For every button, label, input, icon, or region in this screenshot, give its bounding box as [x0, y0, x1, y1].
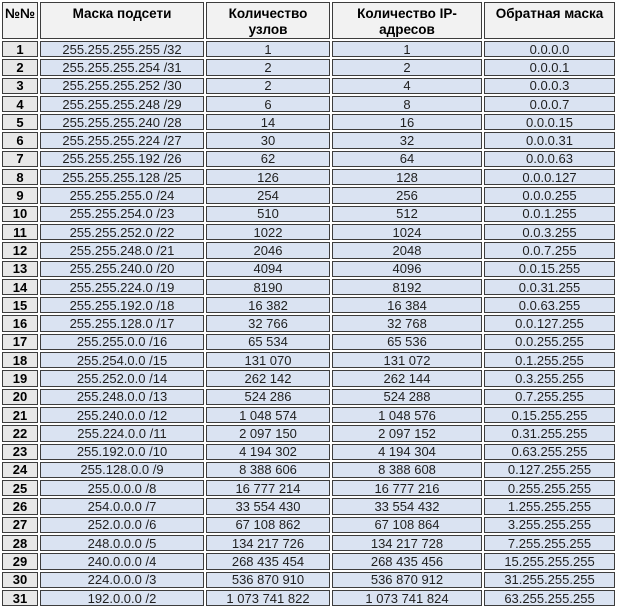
table-cell: 16 777 216: [332, 480, 482, 496]
table-cell: 255.255.252.0 /22: [40, 224, 204, 240]
table-cell: 0.0.0.3: [484, 78, 615, 94]
table-cell: 0.0.0.7: [484, 96, 615, 112]
table-cell: 1 048 574: [206, 407, 330, 423]
row-number-cell: 26: [2, 498, 38, 514]
table-cell: 255.255.255.248 /29: [40, 96, 204, 112]
row-number-cell: 23: [2, 444, 38, 460]
table-cell: 1022: [206, 224, 330, 240]
table-cell: 32 768: [332, 315, 482, 331]
table-cell: 255.240.0.0 /12: [40, 407, 204, 423]
row-number-cell: 20: [2, 389, 38, 405]
table-cell: 33 554 430: [206, 498, 330, 514]
table-row: [2, 132, 615, 148]
row-number-cell: 28: [2, 535, 38, 551]
table-cell: 16 384: [332, 297, 482, 313]
table-cell: 192.0.0.0 /2: [40, 590, 204, 606]
table-cell: 2 097 152: [332, 425, 482, 441]
table-row: [2, 334, 615, 350]
table-row: [2, 261, 615, 277]
table-cell: 0.15.255.255: [484, 407, 615, 423]
table-cell: 0.31.255.255: [484, 425, 615, 441]
table-cell: 8 388 606: [206, 462, 330, 478]
table-cell: 131 072: [332, 352, 482, 368]
table-row: [2, 444, 615, 460]
row-number-cell: 19: [2, 370, 38, 386]
table-cell: 2 097 150: [206, 425, 330, 441]
row-number-cell: 11: [2, 224, 38, 240]
row-number-cell: 10: [2, 206, 38, 222]
row-number-cell: 24: [2, 462, 38, 478]
table-cell: 2: [206, 59, 330, 75]
table-cell: 255.248.0.0 /13: [40, 389, 204, 405]
table-cell: 255.255.224.0 /19: [40, 279, 204, 295]
row-number-cell: 1: [2, 41, 38, 57]
row-number-cell: 30: [2, 572, 38, 588]
table-cell: 268 435 456: [332, 553, 482, 569]
table-cell: 15.255.255.255: [484, 553, 615, 569]
table-body: [2, 41, 615, 606]
table-cell: 134 217 728: [332, 535, 482, 551]
table-cell: 4 194 304: [332, 444, 482, 460]
table-cell: 16: [332, 114, 482, 130]
table-cell: 2048: [332, 242, 482, 258]
header-row: [2, 2, 615, 39]
table-cell: 255.252.0.0 /14: [40, 370, 204, 386]
table-cell: 255.255.255.240 /28: [40, 114, 204, 130]
row-number-cell: 9: [2, 187, 38, 203]
table-cell: 0.0.0.127: [484, 169, 615, 185]
table-cell: 262 142: [206, 370, 330, 386]
table-cell: 6: [206, 96, 330, 112]
table-row: [2, 242, 615, 258]
table-cell: 128: [332, 169, 482, 185]
table-cell: 67 108 862: [206, 517, 330, 533]
table-cell: 255.0.0.0 /8: [40, 480, 204, 496]
table-cell: 256: [332, 187, 482, 203]
table-cell: 1 073 741 822: [206, 590, 330, 606]
table-cell: 1 048 576: [332, 407, 482, 423]
table-row: [2, 389, 615, 405]
table-cell: 536 870 912: [332, 572, 482, 588]
table-row: [2, 114, 615, 130]
row-number-cell: 7: [2, 151, 38, 167]
table-row: [2, 78, 615, 94]
table-cell: 0.0.63.255: [484, 297, 615, 313]
table-cell: 62: [206, 151, 330, 167]
table-cell: 0.0.15.255: [484, 261, 615, 277]
table-cell: 0.0.31.255: [484, 279, 615, 295]
table-cell: 255.255.0.0 /16: [40, 334, 204, 350]
table-cell: 2046: [206, 242, 330, 258]
table-cell: 255.255.255.255 /32: [40, 41, 204, 57]
table-cell: 31.255.255.255: [484, 572, 615, 588]
table-row: [2, 407, 615, 423]
row-number-cell: 25: [2, 480, 38, 496]
table-row: [2, 96, 615, 112]
row-number-cell: 12: [2, 242, 38, 258]
table-row: [2, 462, 615, 478]
table-row: [2, 59, 615, 75]
row-number-cell: 5: [2, 114, 38, 130]
table-row: [2, 224, 615, 240]
table-cell: 255.255.255.252 /30: [40, 78, 204, 94]
table-row: [2, 553, 615, 569]
table-cell: 32 766: [206, 315, 330, 331]
table-cell: 30: [206, 132, 330, 148]
table-cell: 0.0.127.255: [484, 315, 615, 331]
table-cell: 255.255.255.128 /25: [40, 169, 204, 185]
column-header-4: Обратная маска: [484, 2, 615, 39]
table-cell: 0.0.0.255: [484, 187, 615, 203]
table-cell: 33 554 432: [332, 498, 482, 514]
table-cell: 255.255.254.0 /23: [40, 206, 204, 222]
table-cell: 4: [332, 78, 482, 94]
table-cell: 0.0.255.255: [484, 334, 615, 350]
table-cell: 254.0.0.0 /7: [40, 498, 204, 514]
table-cell: 0.0.7.255: [484, 242, 615, 258]
table-cell: 8: [332, 96, 482, 112]
table-cell: 126: [206, 169, 330, 185]
table-cell: 8190: [206, 279, 330, 295]
row-number-cell: 27: [2, 517, 38, 533]
column-header-0: №№: [2, 2, 38, 39]
table-cell: 4 194 302: [206, 444, 330, 460]
table-row: [2, 315, 615, 331]
table-row: [2, 517, 615, 533]
table-row: [2, 206, 615, 222]
table-cell: 1: [206, 41, 330, 57]
row-number-cell: 14: [2, 279, 38, 295]
table-row: [2, 41, 615, 57]
table-cell: 524 288: [332, 389, 482, 405]
table-row: [2, 279, 615, 295]
table-cell: 536 870 910: [206, 572, 330, 588]
table-cell: 8 388 608: [332, 462, 482, 478]
table-row: [2, 590, 615, 606]
table-cell: 4094: [206, 261, 330, 277]
table-cell: 512: [332, 206, 482, 222]
row-number-cell: 18: [2, 352, 38, 368]
table-cell: 65 534: [206, 334, 330, 350]
table-row: [2, 151, 615, 167]
table-cell: 0.3.255.255: [484, 370, 615, 386]
table-row: [2, 498, 615, 514]
table-cell: 255.192.0.0 /10: [40, 444, 204, 460]
table-cell: 240.0.0.0 /4: [40, 553, 204, 569]
column-header-1: Маска подсети: [40, 2, 204, 39]
table-cell: 255.254.0.0 /15: [40, 352, 204, 368]
table-cell: 255.255.240.0 /20: [40, 261, 204, 277]
row-number-cell: 2: [2, 59, 38, 75]
table-cell: 255.255.255.192 /26: [40, 151, 204, 167]
table-cell: 2: [332, 59, 482, 75]
table-row: [2, 169, 615, 185]
table-cell: 0.0.0.31: [484, 132, 615, 148]
column-header-3: Количество IP- адресов: [332, 2, 482, 39]
table-cell: 262 144: [332, 370, 482, 386]
table-row: [2, 297, 615, 313]
table-cell: 63.255.255.255: [484, 590, 615, 606]
table-cell: 1 073 741 824: [332, 590, 482, 606]
table-cell: 0.0.0.63: [484, 151, 615, 167]
row-number-cell: 4: [2, 96, 38, 112]
table-cell: 0.255.255.255: [484, 480, 615, 496]
row-number-cell: 21: [2, 407, 38, 423]
table-cell: 0.0.0.1: [484, 59, 615, 75]
table-cell: 0.63.255.255: [484, 444, 615, 460]
table-cell: 14: [206, 114, 330, 130]
table-cell: 0.7.255.255: [484, 389, 615, 405]
table-cell: 0.1.255.255: [484, 352, 615, 368]
table-cell: 0.0.1.255: [484, 206, 615, 222]
table-row: [2, 352, 615, 368]
table-row: [2, 425, 615, 441]
table-cell: 131 070: [206, 352, 330, 368]
row-number-cell: 16: [2, 315, 38, 331]
table-cell: 255.224.0.0 /11: [40, 425, 204, 441]
row-number-cell: 8: [2, 169, 38, 185]
table-cell: 0.0.3.255: [484, 224, 615, 240]
table-cell: 65 536: [332, 334, 482, 350]
table-cell: 524 286: [206, 389, 330, 405]
table-cell: 1024: [332, 224, 482, 240]
table-cell: 32: [332, 132, 482, 148]
table-cell: 0.127.255.255: [484, 462, 615, 478]
table-row: [2, 187, 615, 203]
row-number-cell: 17: [2, 334, 38, 350]
table-cell: 8192: [332, 279, 482, 295]
row-number-cell: 22: [2, 425, 38, 441]
table-cell: 254: [206, 187, 330, 203]
table-cell: 252.0.0.0 /6: [40, 517, 204, 533]
table-cell: 1.255.255.255: [484, 498, 615, 514]
table-cell: 16 777 214: [206, 480, 330, 496]
table-cell: 510: [206, 206, 330, 222]
table-cell: 7.255.255.255: [484, 535, 615, 551]
table-cell: 67 108 864: [332, 517, 482, 533]
table-header: [2, 2, 615, 39]
table-row: [2, 572, 615, 588]
table-cell: 255.255.128.0 /17: [40, 315, 204, 331]
table-cell: 255.255.248.0 /21: [40, 242, 204, 258]
row-number-cell: 13: [2, 261, 38, 277]
table-cell: 4096: [332, 261, 482, 277]
table-cell: 255.255.255.0 /24: [40, 187, 204, 203]
row-number-cell: 29: [2, 553, 38, 569]
table-cell: 2: [206, 78, 330, 94]
table-cell: 255.255.255.224 /27: [40, 132, 204, 148]
row-number-cell: 31: [2, 590, 38, 606]
column-header-2: Количество узлов: [206, 2, 330, 39]
table-row: [2, 480, 615, 496]
table-cell: 255.255.192.0 /18: [40, 297, 204, 313]
table-cell: 224.0.0.0 /3: [40, 572, 204, 588]
table-cell: 134 217 726: [206, 535, 330, 551]
table-cell: 16 382: [206, 297, 330, 313]
table-cell: 3.255.255.255: [484, 517, 615, 533]
table-cell: 0.0.0.0: [484, 41, 615, 57]
row-number-cell: 15: [2, 297, 38, 313]
table-cell: 255.128.0.0 /9: [40, 462, 204, 478]
table-row: [2, 370, 615, 386]
table-cell: 1: [332, 41, 482, 57]
row-number-cell: 3: [2, 78, 38, 94]
row-number-cell: 6: [2, 132, 38, 148]
table-cell: 248.0.0.0 /5: [40, 535, 204, 551]
table-cell: 0.0.0.15: [484, 114, 615, 130]
table-cell: 268 435 454: [206, 553, 330, 569]
table-cell: 64: [332, 151, 482, 167]
table-row: [2, 535, 615, 551]
table-cell: 255.255.255.254 /31: [40, 59, 204, 75]
